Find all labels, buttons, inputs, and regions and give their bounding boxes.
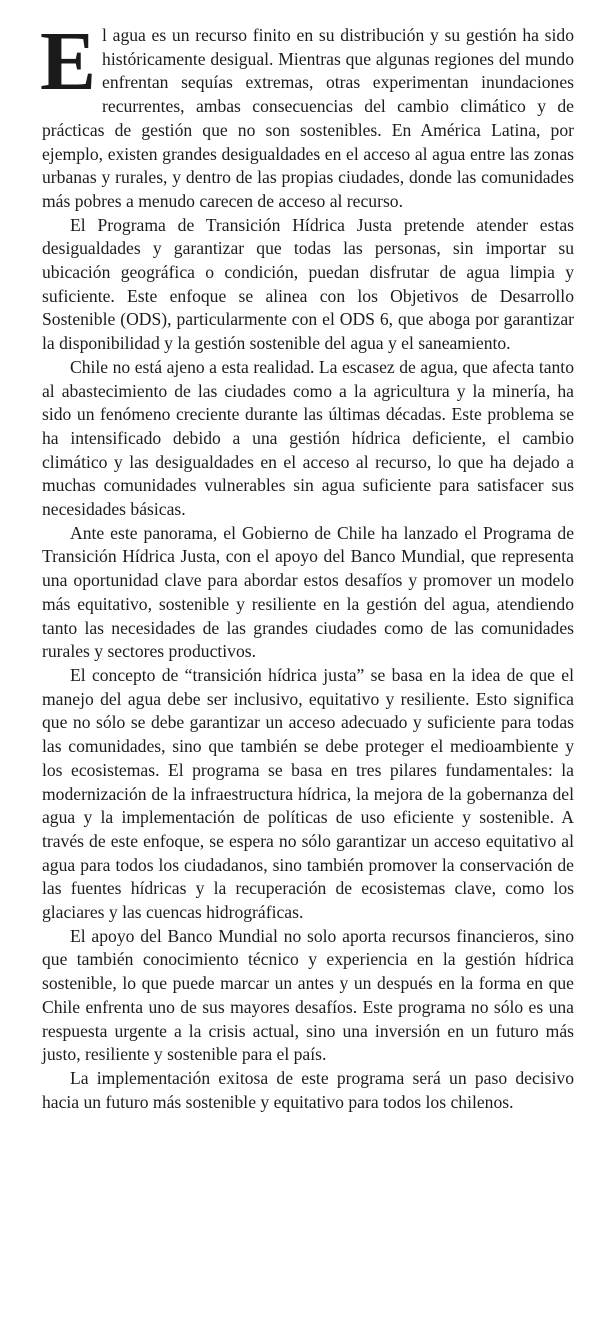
paragraph-gobierno: Ante este panorama, el Gobierno de Chile ha lanzado el Programa de Transición Hídrica Justa, con el apoyo del Banco Mundial, que representa una oportunidad clave para abordar estos desafíos y promover un modelo más equitativo, sostenible y resiliente en la gestión del agua, atendiendo tanto las necesidades de las grandes ciudades como de las comunidades rurales y sectores productivos.: [42, 522, 574, 662]
paragraph-chile: Chile no está ajeno a esta realidad. La escasez de agua, que afecta tanto al abastecimiento de las ciudades como a la agricultura y la minería, ha sido un fenómeno creciente durante las últimas décadas. Este problema se ha intensificado debido a una gestión hídrica deficiente, el cambio climático y las desigualdades en el acceso al recurso, lo que ha dejado a muchas comunidades vulnerables sin agua suficiente para satisfacer sus necesidades básicas.: [42, 356, 574, 520]
lead-paragraph: [40, 15, 574, 214]
paragraph-programa: El Programa de Transición Hídrica Justa pretende atender estas desigualdades y garantizar que todas las personas, sin importar su ubicación geográfica o condición, puedan disfrutar de agua limpia y suficiente. Este enfoque se alinea con los Objetivos de Desarrollo Sostenible (ODS), particularmente con el ODS 6, que aboga por garantizar la disponibilidad y la gestión sostenible del agua y el saneamiento.: [42, 214, 574, 354]
paragraph-banco-mundial: El apoyo del Banco Mundial no solo aporta recursos financieros, sino que también conocimiento técnico y experiencia en la gestión hídrica sostenible, lo que puede marcar un antes y un después en la forma en que Chile enfrenta uno de sus mayores desafíos. Este programa no sólo es una respuesta urgente a la crisis actual, sino una inversión en un futuro más justo, resiliente y sostenible para el país.: [42, 925, 574, 1065]
drop-cap: E: [40, 15, 97, 108]
lead-text: l agua es un recurso finito en su distribución y su gestión ha sido históricamente desigual. Mientras que algunas regiones del mundo enfrentan sequías extremas, otras experimentan inundaciones recurrentes, ambas consecuencias del cambio climático y de prácticas de gestión que no son sostenibles. En América Latina, por ejemplo, existen grandes desigualdades en el acceso al agua entre las zonas urbanas y rurales, y dentro de las propias ciudades, donde las comunidades más pobres a menudo carecen de acceso al recurso.: [42, 25, 574, 211]
paragraph-concepto: El concepto de “transición hídrica justa” se basa en la idea de que el manejo del agua debe ser inclusivo, equitativo y resiliente. Esto significa que no sólo se debe garantizar un acceso adecuado y suficiente para todas las comunidades, sino que también se debe proteger el medioambiente y los ecosistemas. El programa se basa en tres pilares fundamentales: la modernización de la infraestructura hídrica, la mejora de la gobernanza del agua y la implementación de políticas de uso eficiente y sostenible. A través de este enfoque, se espera no sólo garantizar un acceso equitativo al agua para todos los ciudadanos, sino también promover la conservación de las fuentes hídricas y la recuperación de ecosistemas clave, como los glaciares y las cuencas hidrográficas.: [42, 664, 574, 923]
paragraph-conclusion: La implementación exitosa de este programa será un paso decisivo hacia un futuro más sostenible y equitativo para todos los chilenos.: [42, 1067, 574, 1112]
